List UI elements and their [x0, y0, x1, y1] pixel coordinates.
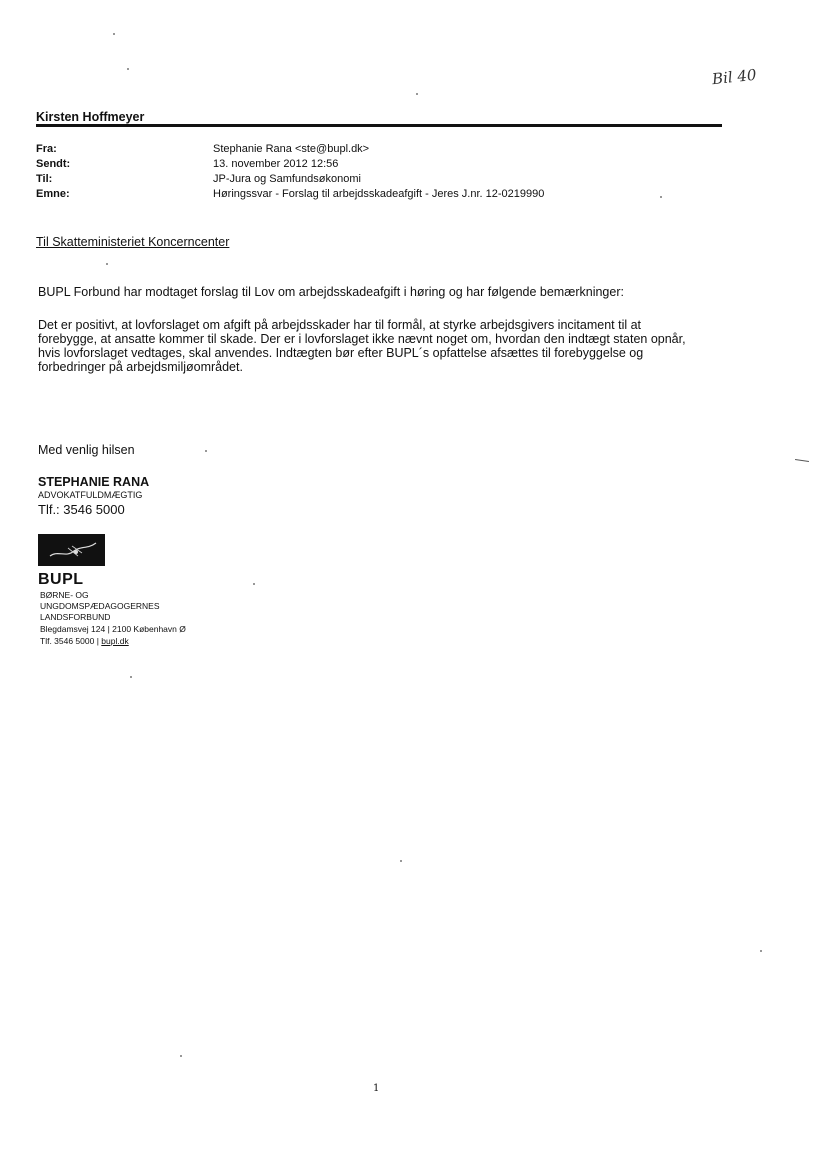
- header-sent-value: 13. november 2012 12:56: [213, 158, 339, 170]
- header-to-value: JP-Jura og Samfundsøkonomi: [213, 173, 361, 185]
- signature-name: STEPHANIE RANA: [38, 475, 150, 489]
- page-number: 1: [373, 1083, 380, 1094]
- header-from-label: Fra:: [36, 143, 57, 155]
- paragraph-body-line: hvis lovforslaget vedtages, skal anvendes. Indtægten bør efter BUPL´s opfattelse afsættes til forebyggelse og: [38, 346, 644, 360]
- handwritten-note: Bil 40: [711, 65, 758, 89]
- header-divider: [36, 124, 722, 127]
- header-to-label: Til:: [36, 173, 53, 185]
- salutation: Til Skatteministeriet Koncerncenter: [36, 235, 230, 249]
- bupl-logo-text: BUPL: [38, 571, 84, 588]
- signature-phone: Tlf.: 3546 5000: [38, 502, 125, 517]
- closing-greeting: Med venlig hilsen: [38, 443, 135, 457]
- signature-title: ADVOKATFULDMÆGTIG: [38, 490, 143, 500]
- org-contact-phone: Tlf. 3546 5000 |: [40, 636, 99, 646]
- header-from-value: Stephanie Rana <ste@bupl.dk>: [213, 143, 370, 155]
- header-subject-label: Emne:: [36, 188, 70, 200]
- header-subject-value: Høringssvar - Forslag til arbejdsskadeafgift - Jeres J.nr. 12-0219990: [213, 188, 545, 200]
- logo-figure-icon: [38, 534, 105, 566]
- paragraph-intro: BUPL Forbund har modtaget forslag til Lov om arbejdsskadeafgift i høring og har følgende bemærkninger:: [38, 285, 624, 299]
- paragraph-body-line: Det er positivt, at lovforslaget om afgift på arbejdsskader har til formål, at styrke arbejdsgivers incitament til at: [38, 318, 642, 332]
- org-name-line: BØRNE- OG: [40, 590, 89, 600]
- org-address: Blegdamsvej 124 | 2100 København Ø: [40, 624, 186, 634]
- paragraph-body-line: forbedringer på arbejdsmiljøområdet.: [38, 360, 243, 374]
- org-website-link[interactable]: bupl.dk: [101, 636, 129, 646]
- email-owner-name: Kirsten Hoffmeyer: [36, 110, 145, 124]
- org-name-line: LANDSFORBUND: [40, 612, 111, 622]
- header-sent-label: Sendt:: [36, 158, 71, 170]
- paragraph-body-line: forebygge, at ansatte kommer til skade. Der er i lovforslaget ikke nævnt noget om, hvordan den indtægt staten opnår,: [38, 332, 686, 346]
- scan-mark: [795, 459, 809, 462]
- org-contact-line: [40, 636, 129, 647]
- org-name-line: UNGDOMSPÆDAGOGERNES: [40, 601, 160, 611]
- bupl-logo-image: [38, 534, 105, 566]
